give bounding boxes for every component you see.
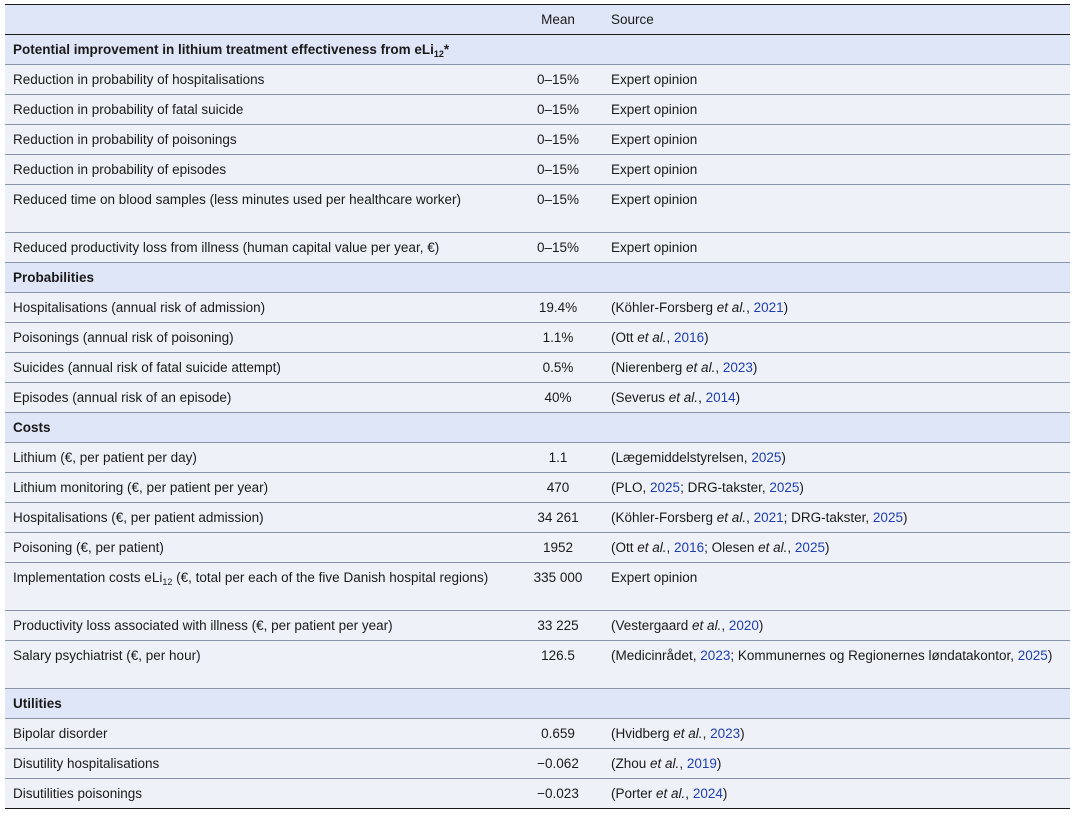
mean-value: 40% bbox=[544, 390, 572, 405]
param-label: Lithium (€, per patient per day) bbox=[13, 450, 197, 465]
source-cell: Expert opinion bbox=[611, 240, 698, 255]
param-label: Reduction in probability of hospitalisations bbox=[13, 72, 265, 87]
param-label: Productivity loss associated with illness (€, per patient per year) bbox=[13, 618, 393, 633]
source-cell: Expert opinion bbox=[611, 102, 698, 117]
source-cell: (Köhler-Forsberg et al., 2021) bbox=[611, 300, 789, 315]
param-label: Reduced time on blood samples (less minutes used per healthcare worker) bbox=[13, 192, 461, 207]
table-row bbox=[5, 353, 1070, 383]
source-cell: (Vestergaard et al., 2020) bbox=[611, 618, 764, 633]
parameters-table bbox=[5, 4, 1070, 809]
table-row bbox=[5, 293, 1070, 323]
mean-value: 1.1 bbox=[548, 450, 568, 465]
mean-value: 0–15% bbox=[536, 240, 580, 255]
citation-link[interactable]: 2014 bbox=[705, 390, 736, 405]
param-label: Reduction in probability of episodes bbox=[13, 162, 227, 177]
param-label: Reduction in probability of fatal suicide bbox=[13, 102, 244, 117]
param-label: Poisoning (€, per patient) bbox=[13, 540, 164, 555]
mean-value: 19.4% bbox=[538, 300, 578, 315]
citation-link[interactable]: 2025 bbox=[751, 450, 782, 465]
table-row bbox=[5, 125, 1070, 155]
table-row bbox=[5, 65, 1070, 95]
mean-value: 34 261 bbox=[537, 510, 579, 525]
citation-link[interactable]: 2021 bbox=[753, 510, 784, 525]
section-title: Potential improvement in lithium treatment effectiveness from eLi$_{12}$* bbox=[13, 42, 450, 59]
source-cell: (Nierenberg et al., 2023) bbox=[611, 360, 758, 375]
param-label: Suicides (annual risk of fatal suicide attempt) bbox=[13, 360, 281, 375]
table-row bbox=[5, 383, 1070, 413]
source-cell: Expert opinion bbox=[611, 192, 698, 207]
source-cell: (Köhler-Forsberg et al., 2021; DRG-takster, 2025) bbox=[611, 510, 908, 525]
mean-value: 0.659 bbox=[541, 726, 575, 741]
section-title: Probabilities bbox=[13, 270, 95, 285]
section-costs bbox=[5, 413, 1070, 443]
mean-value: 0–15% bbox=[536, 72, 580, 87]
table-row bbox=[5, 323, 1070, 353]
section-title: Utilities bbox=[13, 696, 62, 711]
citation-link[interactable]: 2024 bbox=[692, 786, 723, 801]
table-row bbox=[5, 443, 1070, 473]
table-header-row bbox=[5, 5, 1070, 35]
citation-link[interactable]: 2025 bbox=[650, 480, 681, 495]
table-row bbox=[5, 719, 1070, 749]
citation-link[interactable]: 2025 bbox=[1017, 648, 1048, 663]
param-label: Hospitalisations (annual risk of admission) bbox=[13, 300, 266, 315]
mean-value: 126.5 bbox=[541, 648, 575, 663]
source-cell: (Ott et al., 2016; Olesen et al., 2025) bbox=[611, 540, 830, 555]
citation-link[interactable]: 2021 bbox=[753, 300, 784, 315]
param-label: Lithium monitoring (€, per patient per year) bbox=[13, 480, 269, 495]
mean-value: 33 225 bbox=[537, 618, 579, 633]
source-cell: (Porter et al., 2024) bbox=[611, 786, 728, 801]
param-label: Salary psychiatrist (€, per hour) bbox=[13, 648, 201, 663]
source-cell: (Severus et al., 2014) bbox=[611, 390, 741, 405]
table-row bbox=[5, 779, 1070, 809]
source-cell: (Ott et al., 2016) bbox=[611, 330, 709, 345]
section-probabilities bbox=[5, 263, 1070, 293]
param-label: Episodes (annual risk of an episode) bbox=[13, 390, 232, 405]
source-cell: Expert opinion bbox=[611, 162, 698, 177]
mean-value: 0–15% bbox=[536, 162, 580, 177]
source-cell: (Medicinrådet, 2023; Kommunernes og Regionernes løndatakontor, 2025) bbox=[611, 648, 1053, 663]
mean-value: 0–15% bbox=[536, 102, 580, 117]
citation-link[interactable]: 2023 bbox=[722, 360, 753, 375]
table-row bbox=[5, 563, 1070, 611]
source-cell: Expert opinion bbox=[611, 72, 698, 87]
source-cell: (Hvidberg et al., 2023) bbox=[611, 726, 745, 741]
citation-link[interactable]: 2023 bbox=[710, 726, 741, 741]
header-parameter bbox=[5, 5, 513, 35]
mean-value: 470 bbox=[546, 480, 570, 495]
citation-link[interactable]: 2016 bbox=[674, 540, 705, 555]
param-label: Bipolar disorder bbox=[13, 726, 108, 741]
mean-value: 0–15% bbox=[536, 132, 580, 147]
mean-value: 1.1% bbox=[542, 330, 574, 345]
source-cell: (Lægemiddelstyrelsen, 2025) bbox=[611, 450, 786, 465]
source-cell: Expert opinion bbox=[611, 132, 698, 147]
citation-link[interactable]: 2025 bbox=[769, 480, 800, 495]
param-label: Reduction in probability of poisonings bbox=[13, 132, 237, 147]
citation-link[interactable]: 2023 bbox=[700, 648, 731, 663]
mean-value: −0.023 bbox=[537, 786, 579, 801]
param-label: Implementation costs eLi$_{12}$ (€, total per each of the five Danish hospital regions) bbox=[13, 570, 489, 587]
mean-value: 0–15% bbox=[536, 192, 580, 207]
citation-link[interactable]: 2020 bbox=[728, 618, 759, 633]
table-row bbox=[5, 749, 1070, 779]
mean-value: −0.062 bbox=[537, 756, 579, 771]
param-label: Hospitalisations (€, per patient admission) bbox=[13, 510, 264, 525]
table-row bbox=[5, 185, 1070, 233]
citation-link[interactable]: 2025 bbox=[872, 510, 903, 525]
mean-value: 1952 bbox=[542, 540, 574, 555]
header-source: Source bbox=[611, 12, 654, 27]
section-improvement bbox=[5, 35, 1070, 65]
mean-value: 335 000 bbox=[533, 570, 583, 585]
mean-value: 0.5% bbox=[542, 360, 574, 375]
table-row bbox=[5, 533, 1070, 563]
citation-link[interactable]: 2016 bbox=[674, 330, 705, 345]
source-cell: (Zhou et al., 2019) bbox=[611, 756, 722, 771]
citation-link[interactable]: 2019 bbox=[686, 756, 717, 771]
table-row bbox=[5, 155, 1070, 185]
param-label: Disutility hospitalisations bbox=[13, 756, 160, 771]
param-label: Poisonings (annual risk of poisoning) bbox=[13, 330, 234, 345]
table-row bbox=[5, 641, 1070, 689]
table-row bbox=[5, 473, 1070, 503]
source-cell: (PLO, 2025; DRG-takster, 2025) bbox=[611, 480, 804, 495]
source-cell: Expert opinion bbox=[611, 570, 698, 585]
header-mean: Mean bbox=[541, 12, 575, 27]
section-title: Costs bbox=[13, 420, 51, 435]
citation-link[interactable]: 2025 bbox=[794, 540, 825, 555]
section-utilities bbox=[5, 689, 1070, 719]
table-row bbox=[5, 95, 1070, 125]
param-label: Reduced productivity loss from illness (human capital value per year, €) bbox=[13, 240, 440, 255]
table-row bbox=[5, 233, 1070, 263]
table-row bbox=[5, 503, 1070, 533]
table-row bbox=[5, 611, 1070, 641]
param-label: Disutilities poisonings bbox=[13, 786, 143, 801]
